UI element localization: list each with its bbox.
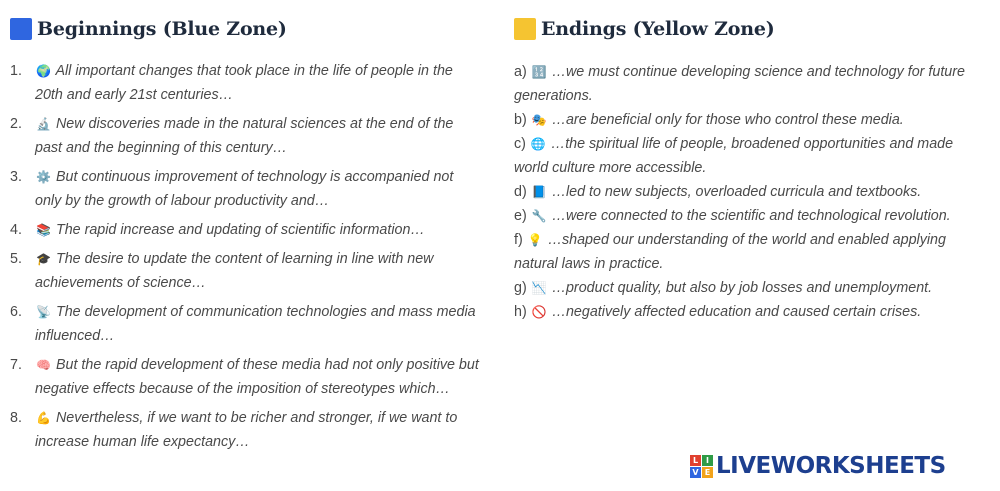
item-letter: c) xyxy=(514,136,526,152)
yellow-square-icon xyxy=(514,18,536,40)
beginning-item-1[interactable] xyxy=(10,59,480,107)
item-letter: h) xyxy=(514,304,527,320)
item-letter: g) xyxy=(514,280,527,296)
item-number: 7. xyxy=(10,357,22,373)
item-body xyxy=(35,247,480,295)
item-text: Nevertheless, if we want to be richer and stronger, if we want to increase human life expectancy… xyxy=(35,410,458,450)
item-text: …the spiritual life of people, broadened opportunities and made world culture more accessible. xyxy=(514,136,954,176)
item-body xyxy=(35,165,480,213)
item-text: …led to new subjects, overloaded curricula and textbooks. xyxy=(551,184,922,200)
item-emoji-icon: 📡 xyxy=(36,305,51,319)
beginning-item-5[interactable] xyxy=(10,247,480,295)
item-text: All important changes that took place in the life of people in the 20th and early 21st centuries… xyxy=(35,63,453,103)
ending-item-g[interactable] xyxy=(514,276,990,300)
endings-title: Endings (Yellow Zone) xyxy=(541,18,775,40)
logo-mark-icon xyxy=(690,455,713,478)
endings-column xyxy=(514,14,990,324)
item-text: New discoveries made in the natural sciences at the end of the past and the beginning of this century… xyxy=(35,116,454,156)
logo-text: LIVEWORKSHEETS xyxy=(716,453,946,479)
item-emoji-icon: 🧠 xyxy=(36,358,51,372)
beginning-item-3[interactable] xyxy=(10,165,480,213)
item-text: …shaped our understanding of the world and enabled applying natural laws in practice. xyxy=(514,232,946,272)
blue-square-icon xyxy=(10,18,32,40)
item-body xyxy=(35,112,480,160)
beginnings-list xyxy=(10,59,480,454)
ending-item-e[interactable] xyxy=(514,204,990,228)
item-number: 8. xyxy=(10,410,22,426)
item-text: …negatively affected education and caused certain crises. xyxy=(551,304,922,320)
beginning-item-2[interactable] xyxy=(10,112,480,160)
beginnings-title: Beginnings (Blue Zone) xyxy=(37,18,287,40)
item-number: 3. xyxy=(10,169,22,185)
item-emoji-icon: 🎭 xyxy=(531,113,547,127)
item-body xyxy=(35,353,480,401)
item-number: 2. xyxy=(10,116,22,132)
item-letter: a) xyxy=(514,64,527,80)
item-letter: b) xyxy=(514,112,527,128)
item-letter: e) xyxy=(514,208,527,224)
item-number: 1. xyxy=(10,63,22,79)
ending-item-a[interactable] xyxy=(514,60,990,108)
item-emoji-icon: 🔢 xyxy=(531,65,547,79)
beginning-item-8[interactable] xyxy=(10,406,480,454)
ending-item-h[interactable] xyxy=(514,300,990,324)
ending-item-f[interactable] xyxy=(514,228,990,276)
ending-item-b[interactable] xyxy=(514,108,990,132)
item-emoji-icon: 🔬 xyxy=(36,117,51,131)
item-emoji-icon: 🔧 xyxy=(531,209,547,223)
item-emoji-icon: 📚 xyxy=(36,223,51,237)
item-emoji-icon: 📘 xyxy=(531,185,547,199)
beginnings-heading xyxy=(10,14,480,44)
endings-heading xyxy=(514,14,990,44)
item-number: 6. xyxy=(10,304,22,320)
item-emoji-icon: 🚫 xyxy=(531,305,547,319)
beginning-item-7[interactable] xyxy=(10,353,480,401)
item-text: The development of communication technologies and mass media influenced… xyxy=(35,304,476,344)
item-emoji-icon: 🌍 xyxy=(36,64,51,78)
item-text: The rapid increase and updating of scientific information… xyxy=(55,222,425,238)
item-number: 5. xyxy=(10,251,22,267)
item-text: …we must continue developing science and technology for future generations. xyxy=(514,64,965,104)
item-body xyxy=(35,59,480,107)
item-text: …product quality, but also by job losses and unemployment. xyxy=(551,280,933,296)
ending-item-d[interactable] xyxy=(514,180,990,204)
beginning-item-6[interactable] xyxy=(10,300,480,348)
endings-list xyxy=(514,60,990,324)
logo-mark-cell: E xyxy=(702,467,713,478)
logo-mark-cell: I xyxy=(702,455,713,466)
item-text: …were connected to the scientific and technological revolution. xyxy=(551,208,951,224)
item-body xyxy=(35,406,480,454)
item-emoji-icon: 🌐 xyxy=(530,137,546,151)
item-text: But continuous improvement of technology is accompanied not only by the growth of labour productivity and… xyxy=(35,169,454,209)
item-emoji-icon: 🎓 xyxy=(36,252,51,266)
item-emoji-icon: 📉 xyxy=(531,281,547,295)
item-number: 4. xyxy=(10,222,22,238)
logo-mark-cell: L xyxy=(690,455,701,466)
item-body xyxy=(35,218,480,242)
beginnings-column xyxy=(10,14,480,459)
item-emoji-icon: 💪 xyxy=(36,411,51,425)
item-letter: f) xyxy=(514,232,523,248)
item-emoji-icon: ⚙️ xyxy=(36,170,51,184)
item-text: The desire to update the content of learning in line with new achievements of science… xyxy=(35,251,434,291)
liveworksheets-logo[interactable] xyxy=(690,451,946,481)
beginning-item-4[interactable] xyxy=(10,218,480,242)
item-text: But the rapid development of these media had not only positive but negative effects because of the imposition of stereotypes which… xyxy=(35,357,479,397)
item-text: …are beneficial only for those who control these media. xyxy=(551,112,904,128)
item-emoji-icon: 💡 xyxy=(527,233,543,247)
item-body xyxy=(35,300,480,348)
ending-item-c[interactable] xyxy=(514,132,990,180)
item-letter: d) xyxy=(514,184,527,200)
logo-mark-cell: V xyxy=(690,467,701,478)
